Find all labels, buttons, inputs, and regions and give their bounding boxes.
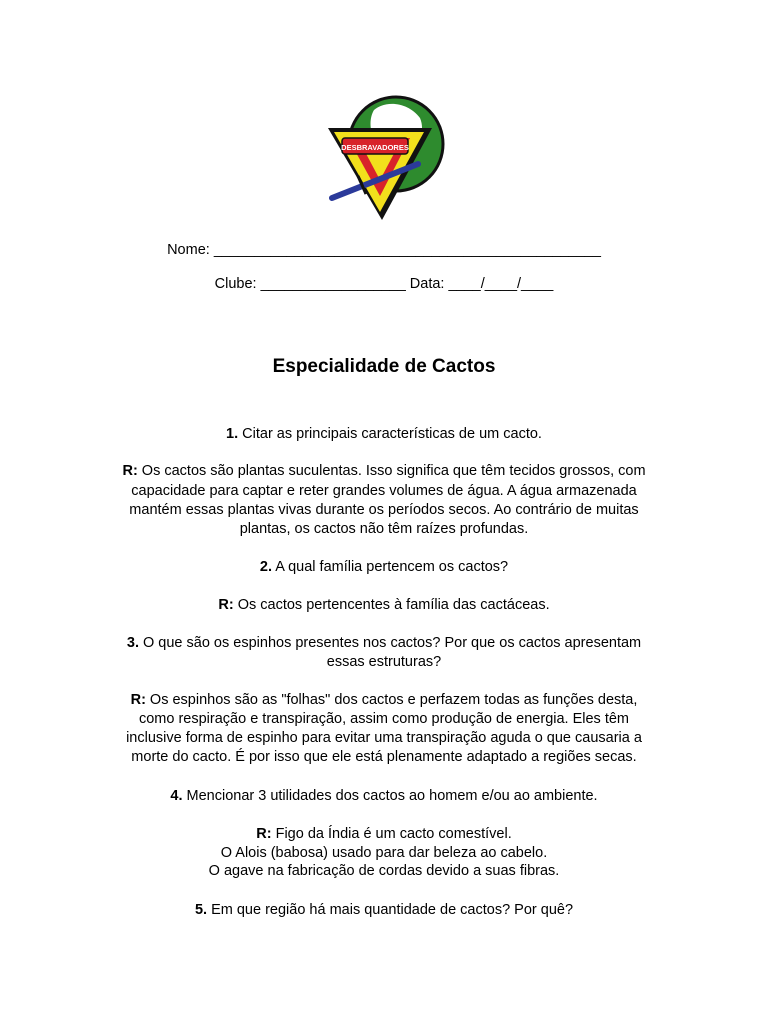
question-3-line: 3. O que são os espinhos presentes nos cactos? Por que os cactos apresentam xyxy=(126,635,642,651)
club-date-field[interactable]: Clube: __________________ Data: ____/____/____ xyxy=(214,276,554,292)
question-3-line: essas estruturas? xyxy=(326,654,442,670)
answer-1-line: mantém essas plantas vivas durante os períodos secos. Ao contrário de muitas xyxy=(129,502,639,518)
answer-1-line: R: Os cactos são plantas suculentas. Isso significa que têm tecidos grossos, com xyxy=(122,463,646,479)
question-1: 1. Citar as principais características de um cacto. xyxy=(226,426,542,442)
name-field[interactable]: Nome: ________________________________________________ xyxy=(167,242,601,258)
answer-2: R: Os cactos pertencentes à família das cactáceas. xyxy=(218,597,550,613)
question-2: 2. A qual família pertencem os cactos? xyxy=(259,559,509,575)
answer-3-line: morte do cacto. É por isso que ele está plenamente adaptado a regiões secas. xyxy=(131,749,637,765)
page-title: Especialidade de Cactos xyxy=(272,356,496,377)
question-5: 5. Em que região há mais quantidade de cactos? Por quê? xyxy=(194,902,574,918)
pathfinder-logo xyxy=(322,88,446,228)
answer-4-line: R: Figo da Índia é um cacto comestível. xyxy=(256,826,512,842)
answer-3-line: inclusive forma de espinho para evitar uma transpiração aguda o que causaria a xyxy=(126,730,642,746)
answer-4-line: O Alois (babosa) usado para dar beleza ao cabelo. xyxy=(220,845,548,861)
answer-4-line: O agave na fabricação de cordas devido a suas fibras. xyxy=(208,863,560,879)
question-4: 4. Mencionar 3 utilidades dos cactos ao homem e/ou ao ambiente. xyxy=(170,788,598,804)
answer-3-line: como respiração e transpiração, assim como produção de energia. Eles têm xyxy=(138,711,630,727)
svg-text:DESBRAVADORES: DESBRAVADORES xyxy=(341,143,409,152)
answer-3-line: R: Os espinhos são as "folhas" dos cactos e perfazem todas as funções desta, xyxy=(130,692,638,708)
answer-1-line: capacidade para captar e reter grandes volumes de água. A água armazenada xyxy=(131,483,637,499)
answer-1-line: plantas, os cactos não têm raízes profundas. xyxy=(239,521,529,537)
